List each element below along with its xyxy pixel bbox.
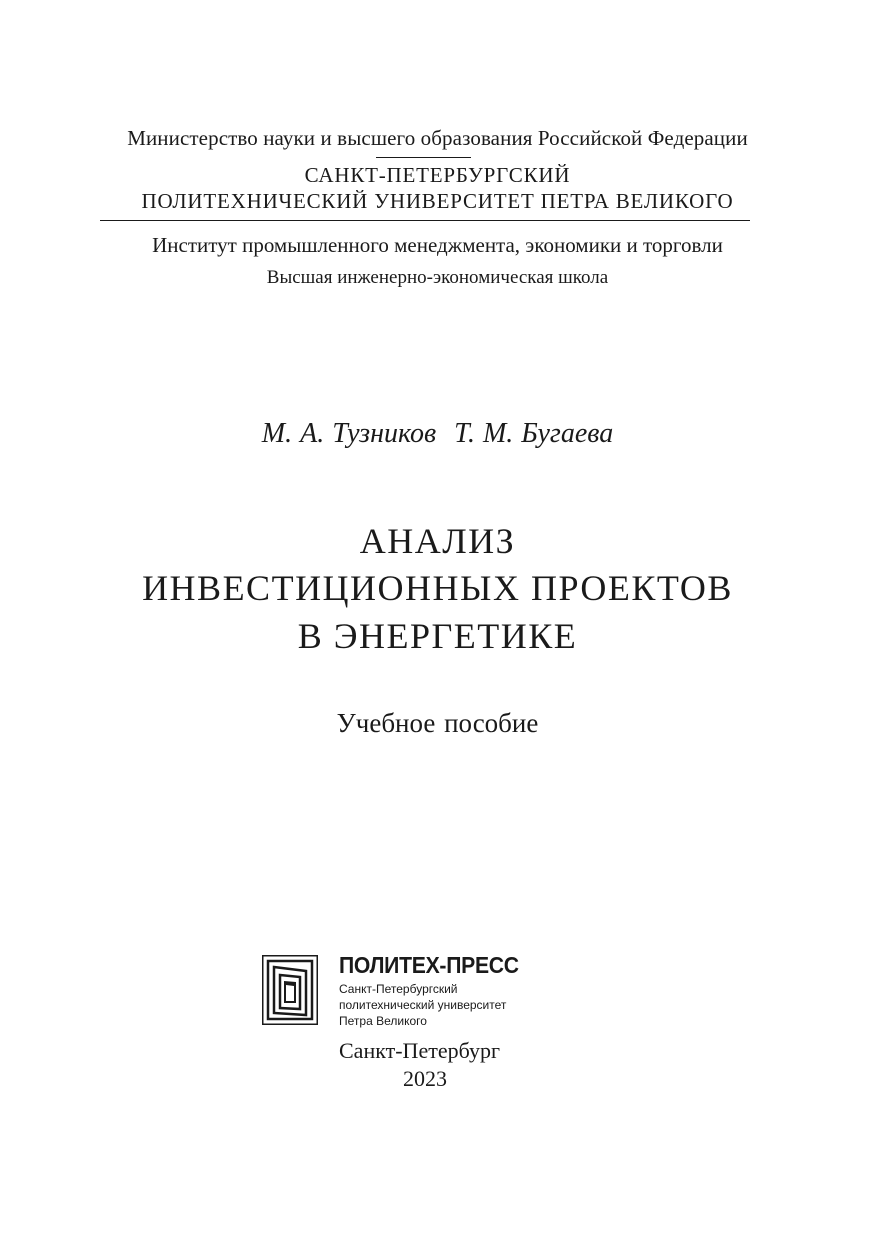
publisher-name: ПОЛИТЕХ-ПРЕСС: [339, 952, 519, 978]
university-name-line2: ПОЛИТЕХНИЧЕСКИЙ УНИВЕРСИТЕТ ПЕТРА ВЕЛИКОГО: [141, 189, 734, 213]
politech-press-logo-icon: [262, 955, 318, 1025]
university-name-line1: САНКТ-ПЕТЕРБУРГСКИЙ: [304, 163, 571, 187]
publisher-line1: Санкт-Петербургский: [339, 982, 458, 996]
imprint-year: 2023: [403, 1066, 447, 1091]
authors: [0, 418, 875, 450]
ministry-line: Министерство науки и высшего образования Российской Федерации: [127, 126, 748, 150]
author-2: Т. М. Бугаева: [454, 418, 614, 449]
author-1: М. А. Тузников: [261, 418, 437, 449]
long-divider: [100, 220, 750, 221]
book-title-line2: ИНВЕСТИЦИОННЫХ ПРОЕКТОВ: [142, 568, 733, 608]
imprint-city: Санкт-Петербург: [339, 1038, 500, 1063]
school-line: Высшая инженерно-экономическая школа: [266, 267, 609, 288]
book-title-line1: АНАЛИЗ: [359, 521, 516, 561]
short-divider: [376, 157, 471, 158]
book-subtitle: Учебное пособие: [336, 708, 539, 738]
book-title-line3: В ЭНЕРГЕТИКЕ: [297, 616, 578, 656]
publisher-line2: политехнический университет: [339, 998, 507, 1012]
institute-line: Институт промышленного менеджмента, экономики и торговли: [152, 233, 723, 257]
publisher-line3: Петра Великого: [339, 1014, 427, 1028]
